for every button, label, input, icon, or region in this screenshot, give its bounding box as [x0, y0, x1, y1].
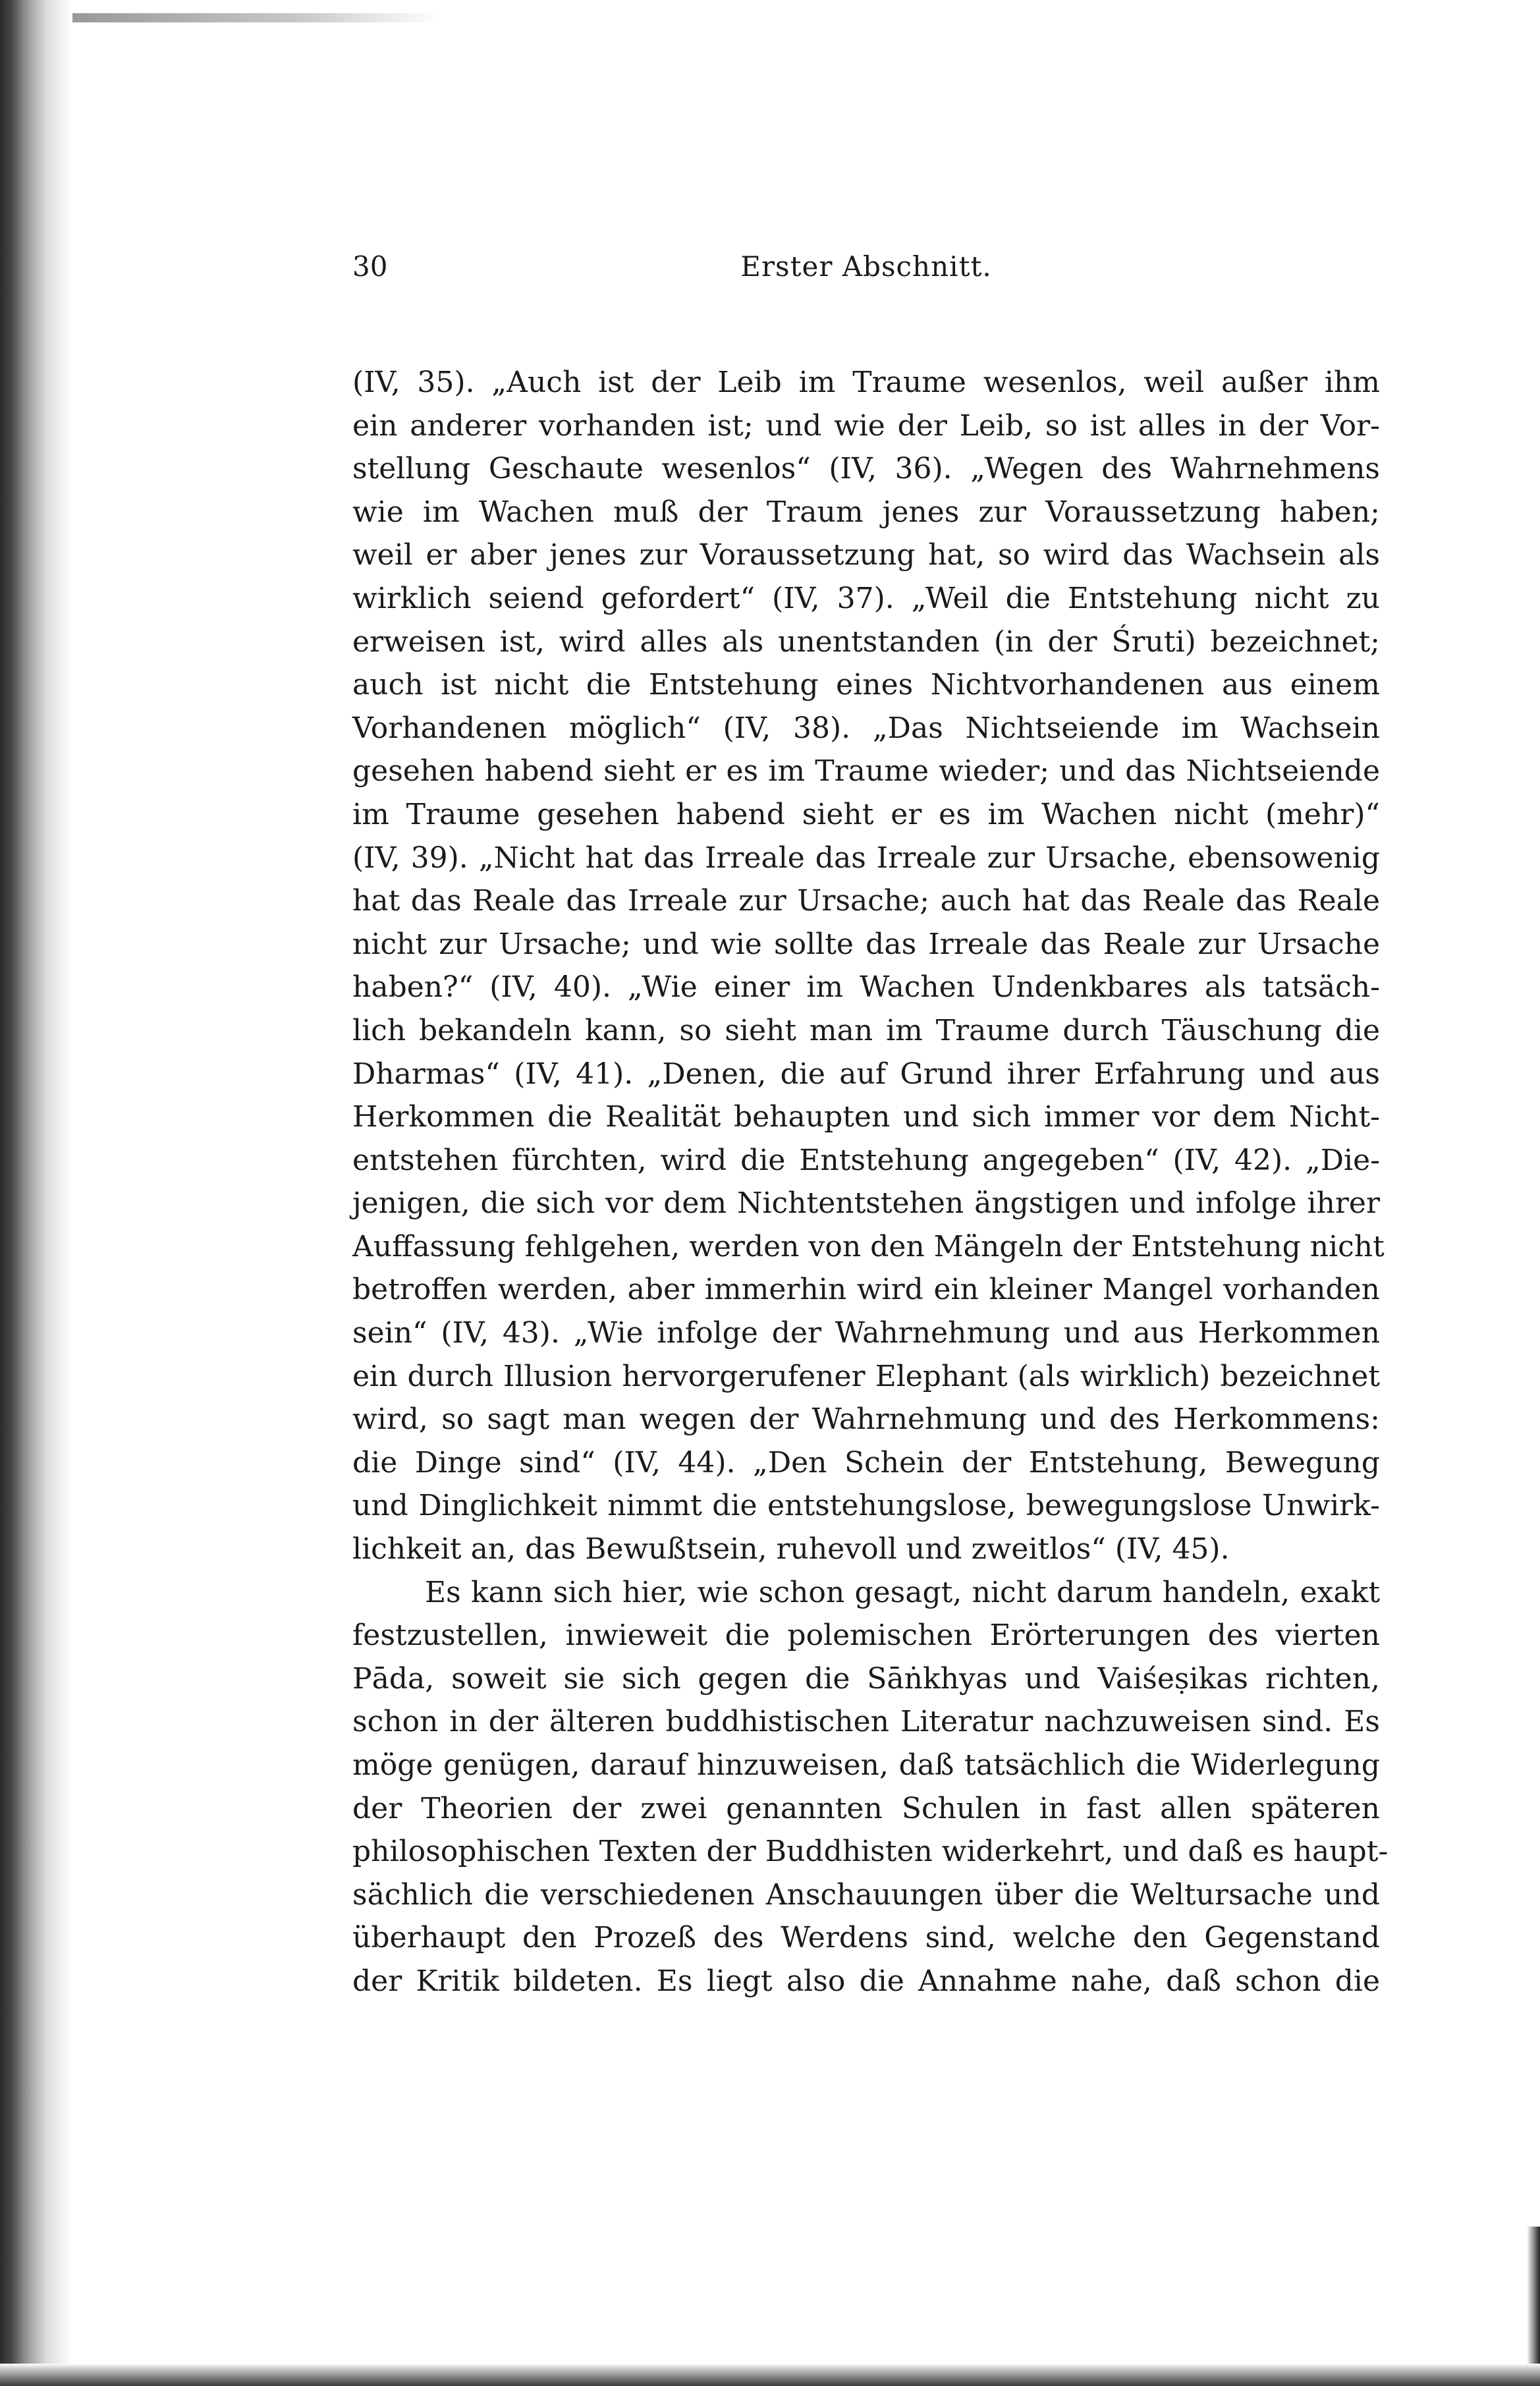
text-line: haben?“ (IV, 40). „Wie einer im Wachen Undenkbares als tatsäch-: [352, 970, 1380, 1005]
text-line: entstehen fürchten, wird die Entstehung angegeben“ (IV, 42). „Die-: [352, 1143, 1380, 1177]
text-line: sächlich die verschiedenen Anschauungen über die Weltursache und: [352, 1877, 1380, 1912]
text-line: jenigen, die sich vor dem Nichtentstehen ängstigen und infolge ihrer: [352, 1186, 1380, 1221]
text-line: möge genügen, darauf hinzuweisen, daß tatsächlich die Widerlegung: [352, 1748, 1380, 1782]
text-line: auch ist nicht die Entstehung eines Nichtvorhandenen aus einem: [352, 668, 1380, 702]
text-line: Dharmas“ (IV, 41). „Denen, die auf Grund ihrer Erfahrung und aus: [352, 1057, 1380, 1091]
text-line: wie im Wachen muß der Traum jenes zur Voraussetzung haben;: [352, 495, 1380, 529]
text-line: Pāda, soweit sie sich gegen die Sāṅkhyas und Vaiśeṣikas richten,: [352, 1661, 1380, 1696]
body-text: [352, 361, 1389, 2003]
text-line: wirklich seiend gefordert“ (IV, 37). „Weil die Entstehung nicht zu: [352, 581, 1380, 615]
text-line: stellung Geschaute wesenlos“ (IV, 36). „Wegen des Wahrnehmens: [352, 452, 1380, 486]
text-line: Auffassung fehlgehen, werden von den Mängeln der Entstehung nicht: [352, 1229, 1385, 1263]
text-line: (IV, 39). „Nicht hat das Irreale das Irreale zur Ursache, ebensowenig: [352, 841, 1380, 875]
text-line: und Dinglichkeit nimmt die entstehungslose, bewegungslose Unwirk-: [352, 1489, 1380, 1523]
scan-shadow-right: [1527, 2227, 1540, 2365]
text-line: der Theorien der zwei genannten Schulen in fast allen späteren: [352, 1791, 1380, 1825]
text-line: der Kritik bildeten. Es liegt also die Annahme nahe, daß schon die: [352, 1964, 1380, 1998]
page-header: [352, 244, 1380, 290]
text-line: schon in der älteren buddhistischen Literatur nachzuweisen sind. Es: [352, 1705, 1380, 1739]
text-line: Herkommen die Realität behaupten und sich immer vor dem Nicht-: [352, 1100, 1380, 1134]
text-line: weil er aber jenes zur Voraussetzung hat, so wird das Wachsein als: [352, 538, 1380, 572]
text-line: im Traume gesehen habend sieht er es im Wachen nicht (mehr)“: [352, 797, 1380, 831]
text-line: die Dinge sind“ (IV, 44). „Den Schein der Entstehung, Bewegung: [352, 1445, 1380, 1480]
text-line: wird, so sagt man wegen der Wahrnehmung und des Herkommens:: [352, 1402, 1380, 1437]
page-number: 30: [352, 250, 388, 283]
text-line-paragraph-start: Es kann sich hier, wie schon gesagt, nicht darum handeln, exakt: [425, 1575, 1380, 1609]
text-line: betroffen werden, aber immerhin wird ein kleiner Mangel vorhanden: [352, 1273, 1380, 1307]
running-head: Erster Abschnitt.: [740, 250, 992, 283]
scan-shadow-bottom: [0, 2364, 1540, 2386]
text-line: gesehen habend sieht er es im Traume wieder; und das Nichtseiende: [352, 754, 1380, 789]
text-line-paragraph-end: lichkeit an, das Bewußtsein, ruhevoll und zweitlos“ (IV, 45).: [352, 1532, 1230, 1567]
text-line: ein durch Illusion hervorgerufener Elephant (als wirklich) bezeichnet: [352, 1359, 1380, 1393]
scan-shadow-top: [72, 13, 441, 22]
text-line: überhaupt den Prozeß des Werdens sind, welche den Gegenstand: [352, 1921, 1380, 1955]
text-line: sein“ (IV, 43). „Wie infolge der Wahrnehmung und aus Herkommen: [352, 1316, 1380, 1350]
book-page: [352, 244, 1389, 2003]
text-line: hat das Reale das Irreale zur Ursache; auch hat das Reale das Reale: [352, 884, 1380, 918]
text-line: (IV, 35). „Auch ist der Leib im Traume wesenlos, weil außer ihm: [352, 366, 1380, 399]
text-line: philosophischen Texten der Buddhisten widerkehrt, und daß es haupt-: [352, 1835, 1389, 1869]
text-line: erweisen ist, wird alles als unentstanden (in der Śruti) bezeichnet;: [352, 624, 1380, 659]
text-line: festzustellen, inwieweit die polemischen Erörterungen des vierten: [352, 1619, 1380, 1653]
text-line: nicht zur Ursache; und wie sollte das Irreale das Reale zur Ursache: [352, 927, 1380, 961]
text-line: ein anderer vorhanden ist; und wie der Leib, so ist alles in der Vor-: [352, 408, 1380, 443]
scan-shadow-left: [0, 0, 72, 2386]
text-line: lich bekandeln kann, so sieht man im Traume durch Täuschung die: [352, 1013, 1380, 1047]
text-line: Vorhandenen möglich“ (IV, 38). „Das Nichtseiende im Wachsein: [352, 711, 1380, 745]
